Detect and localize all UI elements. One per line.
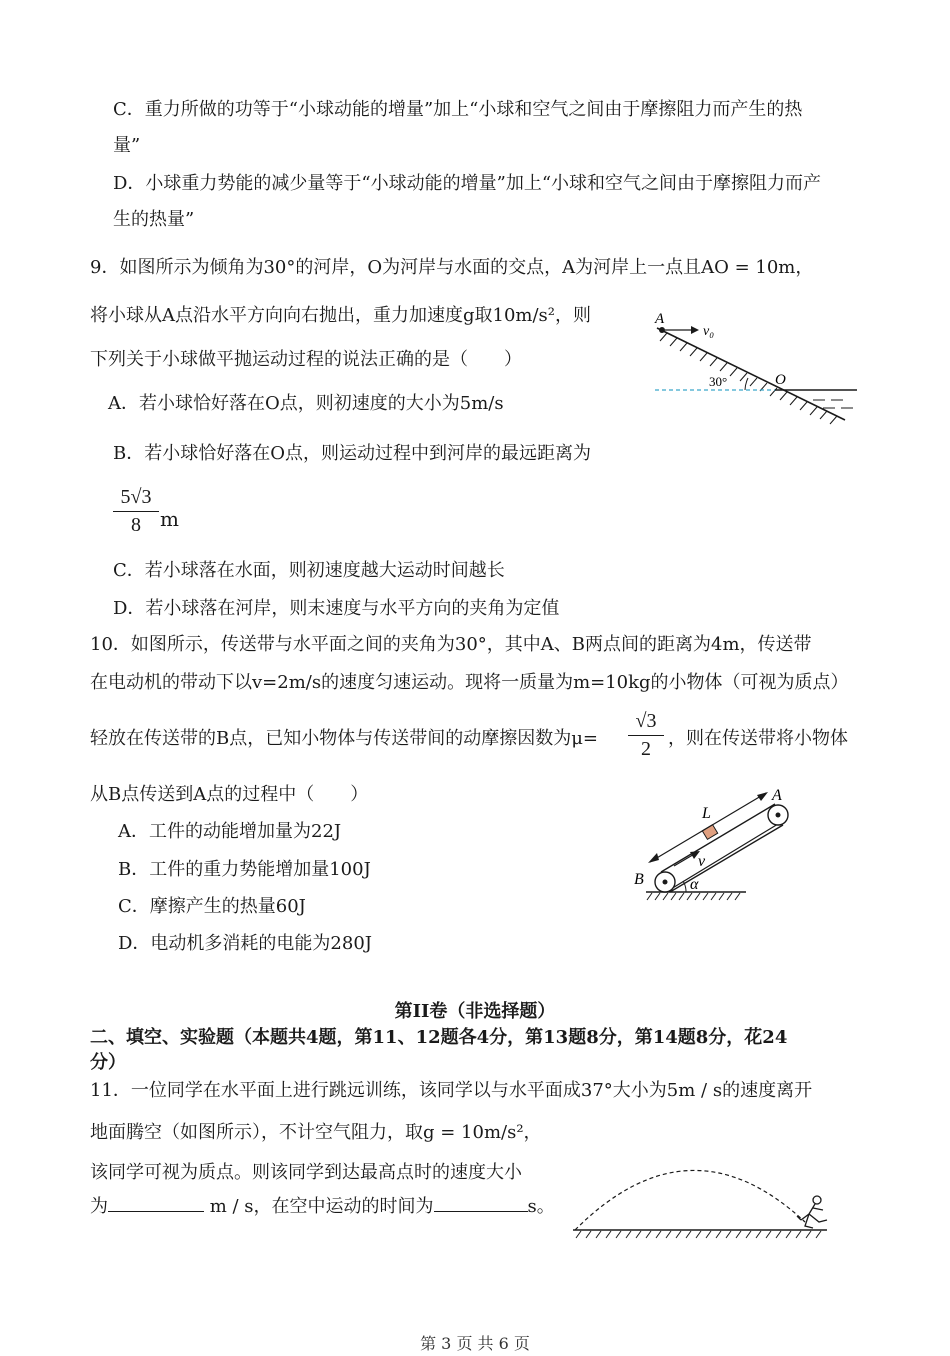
q9-stem-line1: 9．如图所示为倾角为30°的河岸，O为河岸与水面的交点，A为河岸上一点且AO = 10m，: [90, 257, 814, 278]
v0-arrow-head: [691, 326, 699, 334]
q11-answer-blank-speed[interactable]: [108, 1193, 204, 1212]
q9-option-b: B．若小球恰好落在O点，则运动过程中到河岸的最远距离为: [113, 443, 591, 464]
trajectory-dashed: [575, 1170, 805, 1230]
section-heading-line1: 二、填空、实验题（本题共4题，第11、12题各4分，第13题8分，第14题8分，花24: [90, 1027, 788, 1048]
q10-fraction-bar: [628, 735, 664, 736]
length-arrow-head-a: [757, 792, 768, 801]
ground-hatching: [647, 893, 740, 900]
label-v0: v₀: [703, 324, 715, 339]
label-a: A: [772, 787, 782, 804]
pulley-a-axle: [776, 813, 781, 818]
q10-stem-line4: 从B点传送到A点的过程中（ ）: [90, 784, 369, 805]
q8-option-c-line1: C．重力所做的功等于“小球动能的增量”加上“小球和空气之间由于摩擦阻力而产生的热: [113, 99, 803, 120]
support-incline: [666, 824, 778, 892]
q11-line4-pre: 为: [90, 1196, 108, 1217]
angle-arc: [745, 378, 748, 390]
length-arrow-head-b: [648, 853, 659, 863]
q8-option-c-line2: 量”: [113, 135, 141, 156]
pulley-b-axle: [663, 880, 668, 885]
bank-slope: [657, 328, 845, 420]
section-title: 第II卷（非选择题）: [394, 1001, 556, 1022]
q9-option-a: A．若小球恰好落在O点，则初速度的大小为5m/s: [108, 393, 504, 414]
ground-hatching: [576, 1231, 821, 1238]
q9-option-b-unit: m: [160, 507, 179, 531]
label-a: A: [655, 311, 665, 327]
q10-fraction-numerator: √3: [635, 710, 657, 732]
q9-fraction-denominator: 8: [131, 514, 141, 536]
jumper-figure: [797, 1196, 827, 1228]
q11-line4-mid: m / s，在空中运动的时间为: [209, 1196, 434, 1217]
belt-upper: [661, 804, 775, 872]
label-v: v: [698, 853, 706, 870]
q10-stem-line2: 在电动机的带动下以v=2m/s的速度匀速运动。现将一质量为m=10kg的小物体（可视为质点）: [90, 672, 849, 693]
q10-stem-line3-pre: 轻放在传送带的B点，已知小物体与传送带间的动摩擦因数为μ=: [90, 728, 599, 749]
q9-fraction-numerator: 5√3: [120, 486, 152, 508]
label-l: L: [702, 805, 711, 822]
label-o: O: [775, 372, 786, 388]
q9-stem-line3: 下列关于小球做平抛运动过程的说法正确的是（ ）: [90, 349, 522, 370]
q10-stem-line3-post: ，则在传送带将小物体: [668, 728, 848, 749]
q10-mu-fraction: [628, 710, 664, 761]
q11-line4-post: s。: [527, 1196, 555, 1217]
q10-option-d: D．电动机多消耗的电能为280J: [118, 933, 373, 954]
q8-option-d-line1: D．小球重力势能的减少量等于“小球动能的增量”加上“小球和空气之间由于摩擦阻力而产: [113, 173, 822, 194]
q10-conveyor-figure: [628, 780, 803, 905]
q10-option-a: A．工件的动能增加量为22J: [118, 821, 342, 842]
label-b: B: [634, 871, 644, 888]
q11-stem-line3: 该同学可视为质点。则该同学到达最高点时的速度大小: [90, 1162, 522, 1183]
q11-stem-line4: [90, 1193, 555, 1219]
page-footer: 第 3 页 共 6 页: [420, 1334, 530, 1353]
q10-fraction-denominator: 2: [641, 738, 651, 760]
q11-stem-line1: 11．一位同学在水平面上进行跳远训练，该同学以与水平面成37°大小为5m / s的速度离开: [90, 1080, 813, 1101]
ball-at-a: [659, 327, 665, 333]
q10-option-c: C．摩擦产生的热量60J: [118, 896, 306, 917]
q9-option-d: D．若小球落在河岸，则末速度与水平方向的夹角为定值: [113, 598, 560, 619]
q9-stem-line2: 将小球从A点沿水平方向向右抛出，重力加速度g取10m/s²，则: [90, 305, 592, 326]
q11-stem-line2: 地面腾空（如图所示），不计空气阻力，取g = 10m/s²，: [90, 1122, 542, 1143]
q9-riverbank-figure: [645, 308, 870, 428]
q8-option-d-line2: 生的热量”: [113, 209, 195, 230]
bank-hatching: [660, 333, 837, 424]
label-alpha: α: [690, 876, 699, 893]
length-arrow: [650, 793, 766, 862]
section-heading-line2: 分）: [90, 1052, 126, 1073]
label-angle: 30°: [709, 374, 728, 389]
q10-option-b: B．工件的重力势能增加量100J: [118, 859, 371, 880]
q9-fraction-bar: [113, 511, 159, 512]
q11-answer-blank-time[interactable]: [434, 1193, 528, 1212]
q9-option-c: C．若小球落在水面，则初速度越大运动时间越长: [113, 560, 505, 581]
q11-long-jump-figure: [565, 1150, 845, 1245]
q10-stem-line1: 10．如图所示，传送带与水平面之间的夹角为30°，其中A、B两点间的距离为4m，传送带: [90, 634, 812, 655]
q9-option-b-fraction: [113, 486, 159, 537]
